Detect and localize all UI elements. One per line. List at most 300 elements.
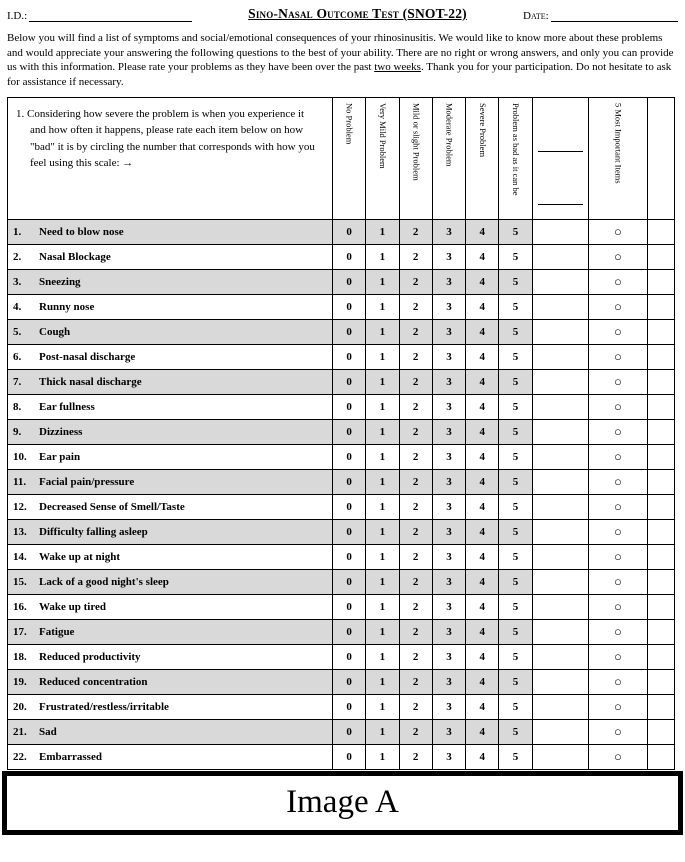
scale-option-3[interactable]: 3	[432, 219, 465, 244]
date-field-group	[523, 10, 678, 22]
scale-option-5[interactable]: 5	[499, 619, 532, 644]
write-in-cell	[532, 719, 589, 744]
item-cell	[8, 294, 333, 319]
column-label: Very Mild Problem	[378, 102, 389, 169]
write-in-cell	[532, 669, 589, 694]
margin-cell	[647, 294, 674, 319]
column-label: No Problem	[344, 102, 355, 144]
scale-option-0[interactable]: 0	[332, 469, 365, 494]
item-row	[8, 644, 675, 669]
item-label: Sad	[39, 725, 57, 738]
item-number: 6.	[13, 350, 22, 363]
important-item-circle[interactable]: ○	[589, 394, 648, 419]
id-field-group	[7, 10, 192, 22]
scale-option-0[interactable]: 0	[332, 344, 365, 369]
intro-paragraph	[7, 31, 678, 90]
item-row	[8, 694, 675, 719]
item-label: Need to blow nose	[39, 225, 124, 238]
margin-cell	[647, 444, 674, 469]
scale-option-2[interactable]: 2	[399, 544, 432, 569]
item-label: Difficulty falling asleep	[39, 525, 148, 538]
item-cell	[8, 694, 333, 719]
scale-option-5[interactable]: 5	[499, 494, 532, 519]
item-row	[8, 444, 675, 469]
write-in-cell	[532, 344, 589, 369]
scale-option-4[interactable]: 4	[466, 719, 499, 744]
important-item-circle[interactable]: ○	[589, 494, 648, 519]
margin-cell	[647, 469, 674, 494]
column-label: Mild or slight Problem	[411, 102, 422, 181]
item-cell	[8, 494, 333, 519]
write-in-cell	[532, 569, 589, 594]
scale-option-3[interactable]: 3	[432, 694, 465, 719]
item-number: 10.	[13, 450, 27, 463]
item-row	[8, 744, 675, 769]
scale-option-5[interactable]: 5	[499, 719, 532, 744]
column-header-very-mild-problem	[366, 97, 399, 219]
scale-option-3[interactable]: 3	[432, 544, 465, 569]
date-input-line[interactable]	[551, 10, 678, 22]
write-in-cell	[532, 444, 589, 469]
scale-option-1[interactable]: 1	[366, 694, 399, 719]
margin-cell	[647, 719, 674, 744]
item-number: 1.	[13, 225, 22, 238]
column-header-moderate-problem	[432, 97, 465, 219]
scale-option-2[interactable]: 2	[399, 269, 432, 294]
scale-option-2[interactable]: 2	[399, 294, 432, 319]
write-in-cell	[532, 519, 589, 544]
instruction-text: 1. Considering how severe the problem is when you experience it and how often it happens, please rate each item below on how "bad" it is by circling the number that corresponds with how you feel using this scale: →	[16, 107, 315, 169]
margin-cell	[647, 319, 674, 344]
column-header-no-problem	[332, 97, 365, 219]
item-row	[8, 244, 675, 269]
write-in-cell	[532, 219, 589, 244]
scale-option-3[interactable]: 3	[432, 569, 465, 594]
margin-cell	[647, 744, 674, 769]
important-item-circle[interactable]: ○	[589, 719, 648, 744]
margin-column-header	[647, 97, 674, 219]
item-cell	[8, 594, 333, 619]
scale-option-3[interactable]: 3	[432, 269, 465, 294]
scale-option-4[interactable]: 4	[466, 369, 499, 394]
scale-option-2[interactable]: 2	[399, 669, 432, 694]
scale-option-0[interactable]: 0	[332, 219, 365, 244]
scale-option-0[interactable]: 0	[332, 694, 365, 719]
write-in-line[interactable]	[538, 151, 584, 152]
important-item-circle[interactable]: ○	[589, 269, 648, 294]
scale-option-1[interactable]: 1	[366, 594, 399, 619]
item-row	[8, 719, 675, 744]
scale-option-5[interactable]: 5	[499, 644, 532, 669]
item-number: 2.	[13, 250, 22, 263]
scale-option-4[interactable]: 4	[466, 519, 499, 544]
item-number: 20.	[13, 700, 27, 713]
scale-option-4[interactable]: 4	[466, 494, 499, 519]
scale-option-0[interactable]: 0	[332, 644, 365, 669]
important-item-circle[interactable]: ○	[589, 369, 648, 394]
item-number: 22.	[13, 750, 27, 763]
item-number: 12.	[13, 500, 27, 513]
column-label: Moderate Problem	[444, 102, 455, 166]
margin-cell	[647, 419, 674, 444]
write-in-cell	[532, 469, 589, 494]
item-cell	[8, 269, 333, 294]
item-number: 3.	[13, 275, 22, 288]
item-cell	[8, 469, 333, 494]
scale-option-0[interactable]: 0	[332, 319, 365, 344]
item-label: Cough	[39, 325, 71, 338]
scale-option-2[interactable]: 2	[399, 619, 432, 644]
scale-option-0[interactable]: 0	[332, 294, 365, 319]
item-row	[8, 469, 675, 494]
scale-option-0[interactable]: 0	[332, 369, 365, 394]
column-header-5-most-important-items	[589, 97, 648, 219]
scale-option-0[interactable]: 0	[332, 419, 365, 444]
scale-option-3[interactable]: 3	[432, 319, 465, 344]
write-in-cell	[532, 269, 589, 294]
important-item-circle[interactable]: ○	[589, 644, 648, 669]
write-in-cell	[532, 619, 589, 644]
column-label: 5 Most Important Items	[613, 102, 624, 184]
scale-option-1[interactable]: 1	[366, 469, 399, 494]
write-in-cell	[532, 369, 589, 394]
item-row	[8, 544, 675, 569]
scale-option-2[interactable]: 2	[399, 519, 432, 544]
scale-option-4[interactable]: 4	[466, 319, 499, 344]
scale-option-5[interactable]: 5	[499, 369, 532, 394]
scale-option-1[interactable]: 1	[366, 569, 399, 594]
item-label: Lack of a good night's sleep	[39, 575, 169, 588]
scale-option-1[interactable]: 1	[366, 219, 399, 244]
item-label: Ear fullness	[39, 400, 95, 413]
scale-option-1[interactable]: 1	[366, 669, 399, 694]
item-label: Ear pain	[39, 450, 81, 463]
margin-cell	[647, 669, 674, 694]
item-cell	[8, 569, 333, 594]
important-item-circle[interactable]: ○	[589, 294, 648, 319]
item-number: 14.	[13, 550, 27, 563]
scale-option-5[interactable]: 5	[499, 269, 532, 294]
scale-option-0[interactable]: 0	[332, 719, 365, 744]
scale-option-4[interactable]: 4	[466, 344, 499, 369]
scale-option-4[interactable]: 4	[466, 244, 499, 269]
important-item-circle[interactable]: ○	[589, 594, 648, 619]
margin-cell	[647, 369, 674, 394]
scale-option-5[interactable]: 5	[499, 594, 532, 619]
scale-option-0[interactable]: 0	[332, 494, 365, 519]
important-item-circle[interactable]: ○	[589, 544, 648, 569]
item-row	[8, 594, 675, 619]
scale-option-4[interactable]: 4	[466, 569, 499, 594]
important-item-circle[interactable]: ○	[589, 619, 648, 644]
write-in-cell	[532, 644, 589, 669]
important-item-circle[interactable]: ○	[589, 669, 648, 694]
margin-cell	[647, 594, 674, 619]
scale-option-3[interactable]: 3	[432, 494, 465, 519]
scale-option-4[interactable]: 4	[466, 469, 499, 494]
item-label: Facial pain/pressure	[39, 475, 135, 488]
important-item-circle[interactable]: ○	[589, 569, 648, 594]
scale-option-5[interactable]: 5	[499, 469, 532, 494]
scale-option-1[interactable]: 1	[366, 744, 399, 769]
item-number: 9.	[13, 425, 22, 438]
item-row	[8, 294, 675, 319]
column-label: Problem as bad as it can be	[511, 102, 522, 196]
item-cell	[8, 419, 333, 444]
scale-option-3[interactable]: 3	[432, 519, 465, 544]
item-label: Dizziness	[39, 425, 83, 438]
scale-option-5[interactable]: 5	[499, 394, 532, 419]
scale-option-4[interactable]: 4	[466, 394, 499, 419]
write-in-cell	[532, 594, 589, 619]
scale-option-3[interactable]: 3	[432, 444, 465, 469]
item-cell	[8, 344, 333, 369]
important-item-circle[interactable]: ○	[589, 244, 648, 269]
item-row	[8, 669, 675, 694]
scale-option-3[interactable]: 3	[432, 369, 465, 394]
scale-option-4[interactable]: 4	[466, 544, 499, 569]
scale-option-1[interactable]: 1	[366, 269, 399, 294]
scale-option-2[interactable]: 2	[399, 644, 432, 669]
scale-option-2[interactable]: 2	[399, 694, 432, 719]
write-in-line[interactable]	[538, 204, 584, 205]
scale-option-2[interactable]: 2	[399, 469, 432, 494]
scale-option-5[interactable]: 5	[499, 669, 532, 694]
item-label: Frustrated/restless/irritable	[39, 700, 169, 713]
scale-option-0[interactable]: 0	[332, 519, 365, 544]
scale-option-2[interactable]: 2	[399, 219, 432, 244]
scale-option-2[interactable]: 2	[399, 369, 432, 394]
scale-option-4[interactable]: 4	[466, 269, 499, 294]
scale-option-1[interactable]: 1	[366, 369, 399, 394]
item-number: 18.	[13, 650, 27, 663]
scale-option-2[interactable]: 2	[399, 569, 432, 594]
scale-option-2[interactable]: 2	[399, 344, 432, 369]
scale-option-1[interactable]: 1	[366, 519, 399, 544]
scale-option-3[interactable]: 3	[432, 644, 465, 669]
important-item-circle[interactable]: ○	[589, 319, 648, 344]
important-item-circle[interactable]: ○	[589, 444, 648, 469]
scale-option-3[interactable]: 3	[432, 394, 465, 419]
item-label: Nasal Blockage	[39, 250, 111, 263]
margin-cell	[647, 394, 674, 419]
item-number: 21.	[13, 725, 27, 738]
scale-option-5[interactable]: 5	[499, 219, 532, 244]
scale-option-5[interactable]: 5	[499, 744, 532, 769]
scale-option-1[interactable]: 1	[366, 494, 399, 519]
important-item-circle[interactable]: ○	[589, 219, 648, 244]
scale-option-0[interactable]: 0	[332, 544, 365, 569]
column-header-problem-as-bad-as-can-be	[499, 97, 532, 219]
item-row	[8, 619, 675, 644]
scale-option-1[interactable]: 1	[366, 244, 399, 269]
important-item-circle[interactable]: ○	[589, 419, 648, 444]
scale-option-1[interactable]: 1	[366, 294, 399, 319]
scale-option-2[interactable]: 2	[399, 494, 432, 519]
item-label: Reduced concentration	[39, 675, 148, 688]
scale-option-1[interactable]: 1	[366, 619, 399, 644]
write-in-cell	[532, 244, 589, 269]
scale-option-1[interactable]: 1	[366, 544, 399, 569]
item-number: 17.	[13, 625, 27, 638]
scale-option-3[interactable]: 3	[432, 244, 465, 269]
item-row	[8, 369, 675, 394]
scale-option-5[interactable]: 5	[499, 419, 532, 444]
margin-cell	[647, 694, 674, 719]
instruction-cell	[8, 97, 333, 219]
scale-option-4[interactable]: 4	[466, 619, 499, 644]
scale-option-4[interactable]: 4	[466, 669, 499, 694]
write-in-column-header	[532, 97, 589, 219]
table-header-row	[8, 97, 675, 219]
image-a-caption: Image A	[286, 784, 399, 820]
scale-option-4[interactable]: 4	[466, 419, 499, 444]
important-item-circle[interactable]: ○	[589, 469, 648, 494]
scale-option-0[interactable]: 0	[332, 669, 365, 694]
scale-option-5[interactable]: 5	[499, 544, 532, 569]
id-label: I.D.:	[7, 10, 28, 22]
scale-option-5[interactable]: 5	[499, 244, 532, 269]
scale-option-4[interactable]: 4	[466, 294, 499, 319]
scale-option-1[interactable]: 1	[366, 444, 399, 469]
item-label: Sneezing	[39, 275, 81, 288]
scale-option-0[interactable]: 0	[332, 619, 365, 644]
scale-option-5[interactable]: 5	[499, 444, 532, 469]
items-body	[8, 219, 675, 769]
write-in-cell	[532, 419, 589, 444]
item-label: Wake up at night	[39, 550, 120, 563]
item-row	[8, 394, 675, 419]
scale-option-0[interactable]: 0	[332, 744, 365, 769]
scale-option-1[interactable]: 1	[366, 394, 399, 419]
scale-option-5[interactable]: 5	[499, 294, 532, 319]
scale-option-5[interactable]: 5	[499, 569, 532, 594]
scale-option-5[interactable]: 5	[499, 519, 532, 544]
date-label: Date:	[523, 10, 549, 22]
scale-option-2[interactable]: 2	[399, 319, 432, 344]
scale-option-3[interactable]: 3	[432, 344, 465, 369]
margin-cell	[647, 269, 674, 294]
margin-cell	[647, 569, 674, 594]
scale-option-5[interactable]: 5	[499, 344, 532, 369]
item-label: Fatigue	[39, 625, 75, 638]
column-header-mild-or-slight-problem	[399, 97, 432, 219]
scale-option-4[interactable]: 4	[466, 744, 499, 769]
item-cell	[8, 744, 333, 769]
item-number: 4.	[13, 300, 22, 313]
item-row	[8, 494, 675, 519]
important-item-circle[interactable]: ○	[589, 694, 648, 719]
write-in-cell	[532, 494, 589, 519]
margin-cell	[647, 219, 674, 244]
item-row	[8, 344, 675, 369]
id-input-line[interactable]	[29, 10, 192, 22]
scale-option-3[interactable]: 3	[432, 469, 465, 494]
item-label: Reduced productivity	[39, 650, 141, 663]
scale-option-3[interactable]: 3	[432, 719, 465, 744]
item-number: 13.	[13, 525, 27, 538]
item-row	[8, 519, 675, 544]
item-cell	[8, 369, 333, 394]
scale-option-1[interactable]: 1	[366, 719, 399, 744]
important-item-circle[interactable]: ○	[589, 744, 648, 769]
scale-option-0[interactable]: 0	[332, 444, 365, 469]
scale-option-1[interactable]: 1	[366, 644, 399, 669]
scale-option-4[interactable]: 4	[466, 594, 499, 619]
scale-option-4[interactable]: 4	[466, 694, 499, 719]
scale-option-3[interactable]: 3	[432, 669, 465, 694]
scale-option-2[interactable]: 2	[399, 419, 432, 444]
scale-option-2[interactable]: 2	[399, 394, 432, 419]
write-in-cell	[532, 294, 589, 319]
scale-option-3[interactable]: 3	[432, 594, 465, 619]
item-row	[8, 319, 675, 344]
scale-option-2[interactable]: 2	[399, 444, 432, 469]
write-in-cell	[532, 744, 589, 769]
margin-cell	[647, 519, 674, 544]
item-label: Post-nasal discharge	[39, 350, 136, 363]
scale-option-5[interactable]: 5	[499, 319, 532, 344]
item-row	[8, 269, 675, 294]
item-label: Embarrassed	[39, 750, 102, 763]
item-label: Thick nasal discharge	[39, 375, 142, 388]
item-label: Wake up tired	[39, 600, 107, 613]
scale-option-2[interactable]: 2	[399, 719, 432, 744]
scale-option-3[interactable]: 3	[432, 619, 465, 644]
item-number: 11.	[13, 475, 27, 488]
item-cell	[8, 619, 333, 644]
scale-option-3[interactable]: 3	[432, 744, 465, 769]
scale-option-0[interactable]: 0	[332, 594, 365, 619]
important-item-circle[interactable]: ○	[589, 519, 648, 544]
item-cell	[8, 244, 333, 269]
scale-option-2[interactable]: 2	[399, 744, 432, 769]
scale-option-1[interactable]: 1	[366, 419, 399, 444]
scale-option-3[interactable]: 3	[432, 419, 465, 444]
scale-option-4[interactable]: 4	[466, 444, 499, 469]
scale-option-0[interactable]: 0	[332, 244, 365, 269]
scale-option-0[interactable]: 0	[332, 569, 365, 594]
item-cell	[8, 669, 333, 694]
item-cell	[8, 519, 333, 544]
scale-option-5[interactable]: 5	[499, 694, 532, 719]
item-cell	[8, 719, 333, 744]
scale-option-2[interactable]: 2	[399, 594, 432, 619]
scale-option-3[interactable]: 3	[432, 294, 465, 319]
margin-cell	[647, 619, 674, 644]
scale-option-1[interactable]: 1	[366, 319, 399, 344]
item-label: Runny nose	[39, 300, 95, 313]
item-cell	[8, 319, 333, 344]
scale-option-4[interactable]: 4	[466, 644, 499, 669]
margin-cell	[647, 494, 674, 519]
scale-option-0[interactable]: 0	[332, 269, 365, 294]
scale-option-2[interactable]: 2	[399, 244, 432, 269]
item-cell	[8, 219, 333, 244]
form-header	[7, 6, 678, 22]
important-item-circle[interactable]: ○	[589, 344, 648, 369]
margin-cell	[647, 544, 674, 569]
item-row	[8, 219, 675, 244]
snot22-table	[7, 97, 675, 770]
scale-option-0[interactable]: 0	[332, 394, 365, 419]
intro-two-weeks: two weeks	[374, 61, 421, 74]
scale-option-4[interactable]: 4	[466, 219, 499, 244]
scale-option-1[interactable]: 1	[366, 344, 399, 369]
item-number: 15.	[13, 575, 27, 588]
item-cell	[8, 444, 333, 469]
margin-cell	[647, 244, 674, 269]
